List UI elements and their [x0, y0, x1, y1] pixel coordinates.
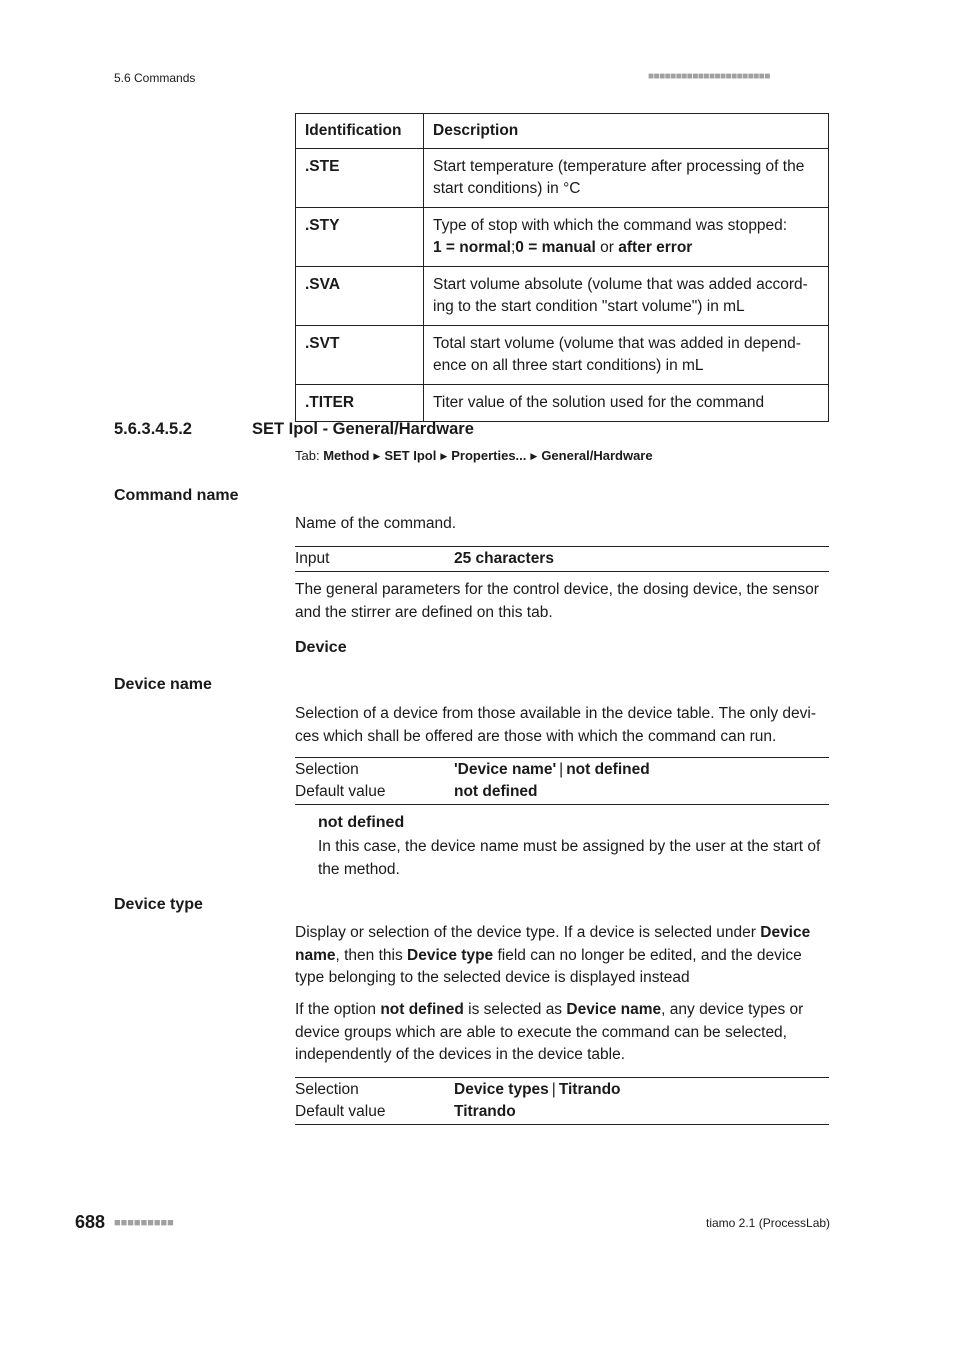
- sty-option-manual: 0 = manual: [515, 239, 596, 256]
- selection-value: 'Device name': [454, 761, 557, 778]
- command-name-input-table: [295, 546, 829, 572]
- row-description: Start volume absolute (volume that was added accord-ing to the start condition "start volume") in mL: [424, 267, 829, 326]
- selection-separator: |: [551, 1081, 556, 1098]
- row-identification: .STE: [296, 149, 424, 208]
- selection-row: [295, 1079, 829, 1101]
- input-row: [295, 548, 829, 570]
- text-run-bold: not defined: [380, 1001, 464, 1018]
- tab-prefix: Tab:: [295, 448, 324, 463]
- breadcrumb-item: Properties...: [451, 448, 527, 463]
- default-value: Titrando: [454, 1103, 516, 1120]
- selection-value: not defined: [566, 761, 650, 778]
- device-name-label: Device name: [114, 676, 212, 693]
- device-type-label: Device type: [114, 896, 203, 913]
- selection-value: Titrando: [558, 1081, 621, 1098]
- row-description: Titer value of the solution used for the command: [424, 385, 829, 422]
- row-description: [424, 208, 829, 267]
- text-run: If the option: [295, 1001, 381, 1018]
- device-name-values-table: [295, 757, 829, 805]
- text-run-bold: Device name: [295, 924, 811, 964]
- row-identification: .STY: [296, 208, 424, 267]
- table-row: [296, 149, 829, 208]
- device-type-paragraph-2: [295, 999, 829, 1067]
- command-name-description: Name of the command.: [295, 515, 457, 532]
- row-description: Total start volume (volume that was added in depend-ence on all three start conditions) in mL: [424, 326, 829, 385]
- table-header-description: Description: [424, 114, 829, 149]
- table-row: [296, 208, 829, 267]
- default-value: not defined: [454, 783, 538, 800]
- input-key: Input: [295, 550, 330, 567]
- option-description: In this case, the device name must be assigned by the user at the start of the method.: [318, 838, 821, 878]
- selection-value: Device types: [454, 1081, 549, 1098]
- table-header-row: [296, 114, 829, 149]
- selection-values: [454, 1079, 621, 1101]
- device-subheading: Device: [295, 639, 347, 656]
- table-row: [296, 385, 829, 422]
- table-row: [296, 326, 829, 385]
- section-number: 5.6.3.4.5.2: [114, 420, 192, 438]
- text-run: is selected as: [463, 1001, 567, 1018]
- text-run: Display or selection of the device type. If a device is selected under: [295, 924, 761, 941]
- row-identification: .SVA: [296, 267, 424, 326]
- running-header-section: 5.6 Commands: [114, 71, 196, 85]
- sty-option-normal: 1 = normal: [433, 239, 511, 256]
- table-row: [296, 267, 829, 326]
- sty-or: or: [595, 239, 619, 256]
- sty-description-text: Type of stop with which the command was stopped:: [433, 217, 788, 234]
- input-value: 25 characters: [454, 550, 554, 567]
- text-run: , any device types or device groups which are able to execute the command can be selected, independently of the devices in the device table.: [295, 1001, 804, 1063]
- breadcrumb-item: SET Ipol: [384, 448, 437, 463]
- section-title: SET Ipol - General/Hardware: [252, 420, 474, 438]
- breadcrumb-item: General/Hardware: [541, 448, 653, 463]
- command-name-label: Command name: [114, 487, 239, 504]
- default-row: [295, 1101, 829, 1123]
- selection-values: [454, 759, 650, 781]
- row-identification: .SVT: [296, 326, 424, 385]
- breadcrumb-item: Method: [323, 448, 370, 463]
- product-name: tiamo 2.1 (ProcessLab): [706, 1216, 831, 1230]
- text-run-bold: Device name: [566, 1001, 662, 1018]
- header-decoration: ■■■■■■■■■■■■■■■■■■■■■■: [648, 71, 770, 82]
- table-header-identification: Identification: [296, 114, 424, 149]
- text-run-bold: Device type: [407, 946, 494, 964]
- option-title: not defined: [318, 814, 405, 831]
- row-identification: .TITER: [296, 385, 424, 422]
- default-key: Default value: [295, 783, 386, 800]
- selection-separator: |: [559, 761, 564, 778]
- footer-decoration: ■■■■■■■■■: [114, 1217, 174, 1229]
- page-number: 688: [75, 1212, 106, 1232]
- breadcrumb-arrow-icon: ▶: [530, 451, 538, 461]
- device-name-description: Selection of a device from those available in the device table. The only devi-ces which shall be offered are those with which the command can run.: [295, 705, 816, 745]
- text-run: , then this: [335, 946, 408, 964]
- selection-key: Selection: [295, 761, 359, 778]
- tab-breadcrumb: [295, 448, 653, 463]
- identification-table: [295, 113, 829, 422]
- sty-separator: ;: [510, 239, 516, 256]
- selection-key: Selection: [295, 1081, 359, 1098]
- breadcrumb-arrow-icon: ▶: [373, 451, 381, 461]
- sty-option-error: after error: [618, 239, 693, 256]
- general-parameters-text: The general parameters for the control device, the dosing device, the sensor and the stirrer are defined on this tab.: [295, 581, 819, 621]
- selection-row: [295, 759, 829, 781]
- device-type-paragraph-1: [295, 922, 829, 990]
- breadcrumb-arrow-icon: ▶: [440, 451, 448, 461]
- text-run: field can no longer be edited, and the device type belonging to the selected device is displayed instead: [295, 946, 802, 986]
- default-key: Default value: [295, 1103, 386, 1120]
- device-type-values-table: [295, 1077, 829, 1125]
- row-description: Start temperature (temperature after processing of the start conditions) in °C: [424, 149, 829, 208]
- default-row: [295, 781, 829, 803]
